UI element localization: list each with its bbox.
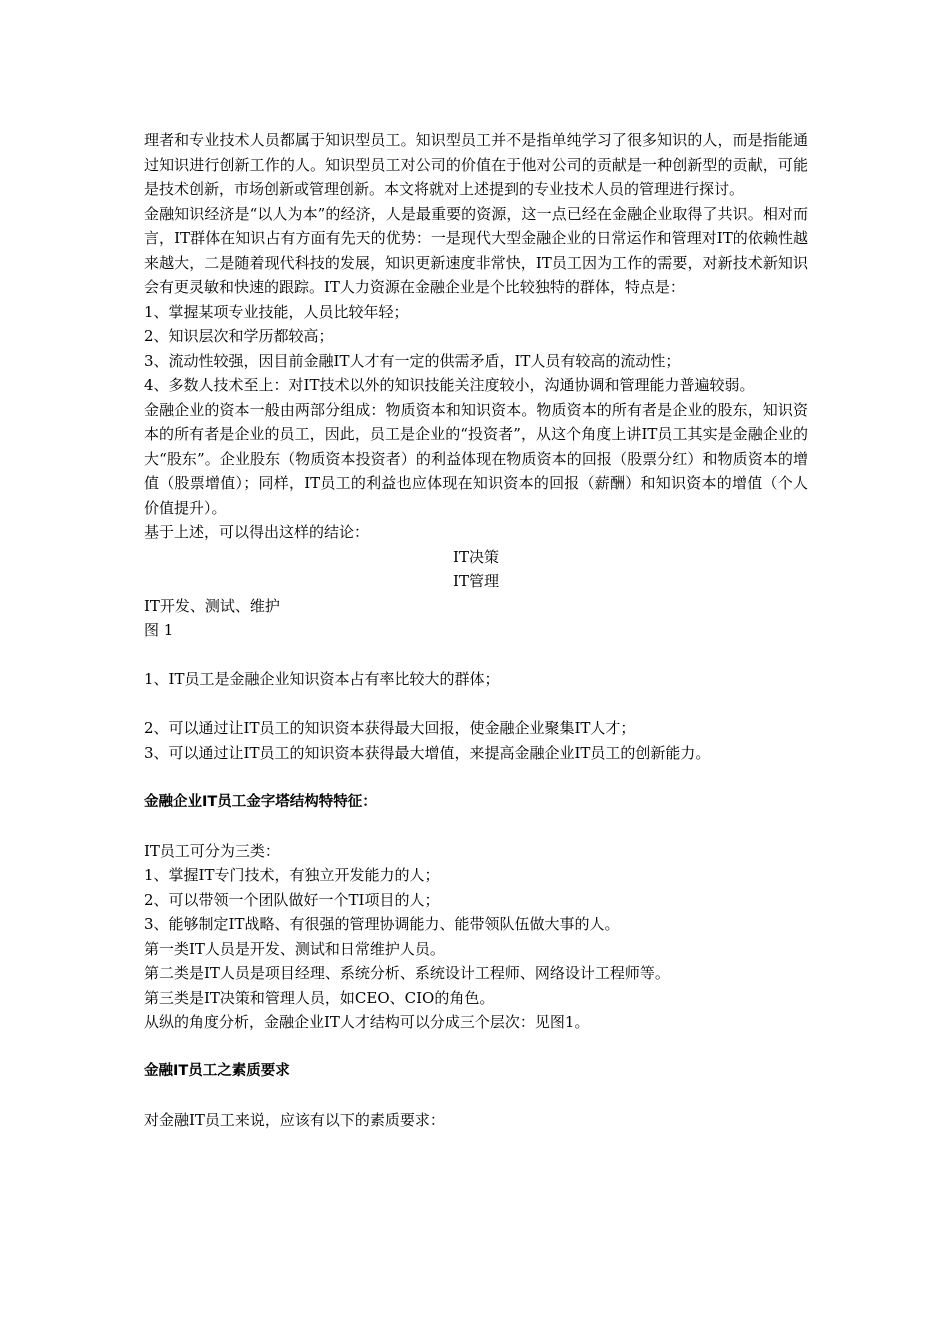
paragraph-conclusion-lead: 基于上述，可以得出这样的结论： (144, 523, 370, 541)
figure-caption: 图 1 (144, 621, 174, 639)
trait-item: 4、多数人技术至上：对IT技术以外的知识技能关注度较小，沟通协调和管理能力普遍较弱。 (144, 376, 755, 394)
conclusion-item: 2、可以通过让IT员工的知识资本获得最大回报，使金融企业聚集IT人才； (144, 719, 636, 737)
blank-line (144, 1084, 808, 1109)
conclusion-item: 1、IT员工是金融企业知识资本占有率比较大的群体； (144, 670, 500, 688)
section-lead: IT员工可分为三类： (144, 841, 280, 860)
trait-item: 2、知识层次和学历都较高； (144, 327, 334, 345)
section-heading-quality: 金融IT员工之素质要求 (144, 1063, 290, 1079)
figure-level-decision: IT决策 (453, 547, 499, 566)
figure-level-management: IT管理 (453, 572, 499, 590)
section-heading-pyramid: 金融企业IT员工金字塔结构特特征： (144, 793, 377, 810)
trait-item: 1、掌握某项专业技能，人员比较年轻； (144, 302, 409, 321)
figure-level-development: IT开发、测试、维护 (144, 596, 280, 615)
paragraph-knowledge-economy: 金融知识经济是“以人为本”的经济，人是最重要的资源，这一点已经在金融企业取得了共识。相对而言，IT群体在知识占有方面有先天的优势：一是现代大型金融企业的日常运作和管理对IT的依赖性越来越大，二是随着现代科技的发展，知识更新速度非常快，IT员工因为工作的需要，对新技术新知识会有更灵敏和快速的跟踪。IT人力资源在金融企业是个比较独特的群体，特点是： (144, 204, 808, 296)
paragraph-knowledge-workers: 理者和专业技术人员都属于知识型员工。知识型员工并不是指单纯学习了很多知识的人，而是指能通过知识进行创新工作的人。知识型员工对公司的价值在于他对公司的贡献是一种创新型的贡献，可能是技术创新，市场创新或管理创新。本文将就对上述提到的专业技术人员的管理进行探讨。 (144, 131, 808, 198)
category-item: 从纵的角度分析，金融企业IT人才结构可以分成三个层次：见图1。 (144, 1013, 590, 1031)
blank-line (144, 692, 808, 717)
section-lead: 对金融IT员工来说，应该有以下的素质要求： (144, 1111, 445, 1129)
blank-line (144, 643, 808, 668)
category-item: 2、可以带领一个团队做好一个TI项目的人； (144, 890, 440, 909)
trait-item: 3、流动性较强，因目前金融IT人才有一定的供需矛盾，IT人员有较高的流动性； (144, 351, 681, 370)
conclusion-item: 3、可以通过让IT员工的知识资本获得最大增值，来提高金融企业IT员工的创新能力。 (144, 743, 711, 762)
blank-line (144, 814, 808, 839)
document-body (144, 128, 808, 1133)
category-item: 第三类是IT决策和管理人员，如CEO、CIO的角色。 (144, 988, 495, 1007)
blank-line (144, 1035, 808, 1060)
category-item: 第二类是IT人员是项目经理、系统分析、系统设计工程师、网络设计工程师等。 (144, 964, 670, 982)
category-item: 第一类IT人员是开发、测试和日常维护人员。 (144, 939, 445, 958)
blank-line (144, 765, 808, 790)
category-item: 3、能够制定IT战略、有很强的管理协调能力、能带领队伍做大事的人。 (144, 915, 620, 933)
paragraph-capital: 金融企业的资本一般由两部分组成：物质资本和知识资本。物质资本的所有者是企业的股东，知识资本的所有者是企业的员工，因此，员工是企业的“投资者”，从这个角度上讲IT员工其实是金融企业的大“股东”。企业股东（物质资本投资者）的利益体现在物质资本的回报（股票分红）和物质资本的增值（股票增值）；同样，IT员工的利益也应体现在知识资本的回报（薪酬）和知识资本的增值（个人价值提升）。 (144, 400, 808, 517)
category-item: 1、掌握IT专门技术，有独立开发能力的人； (144, 866, 440, 884)
